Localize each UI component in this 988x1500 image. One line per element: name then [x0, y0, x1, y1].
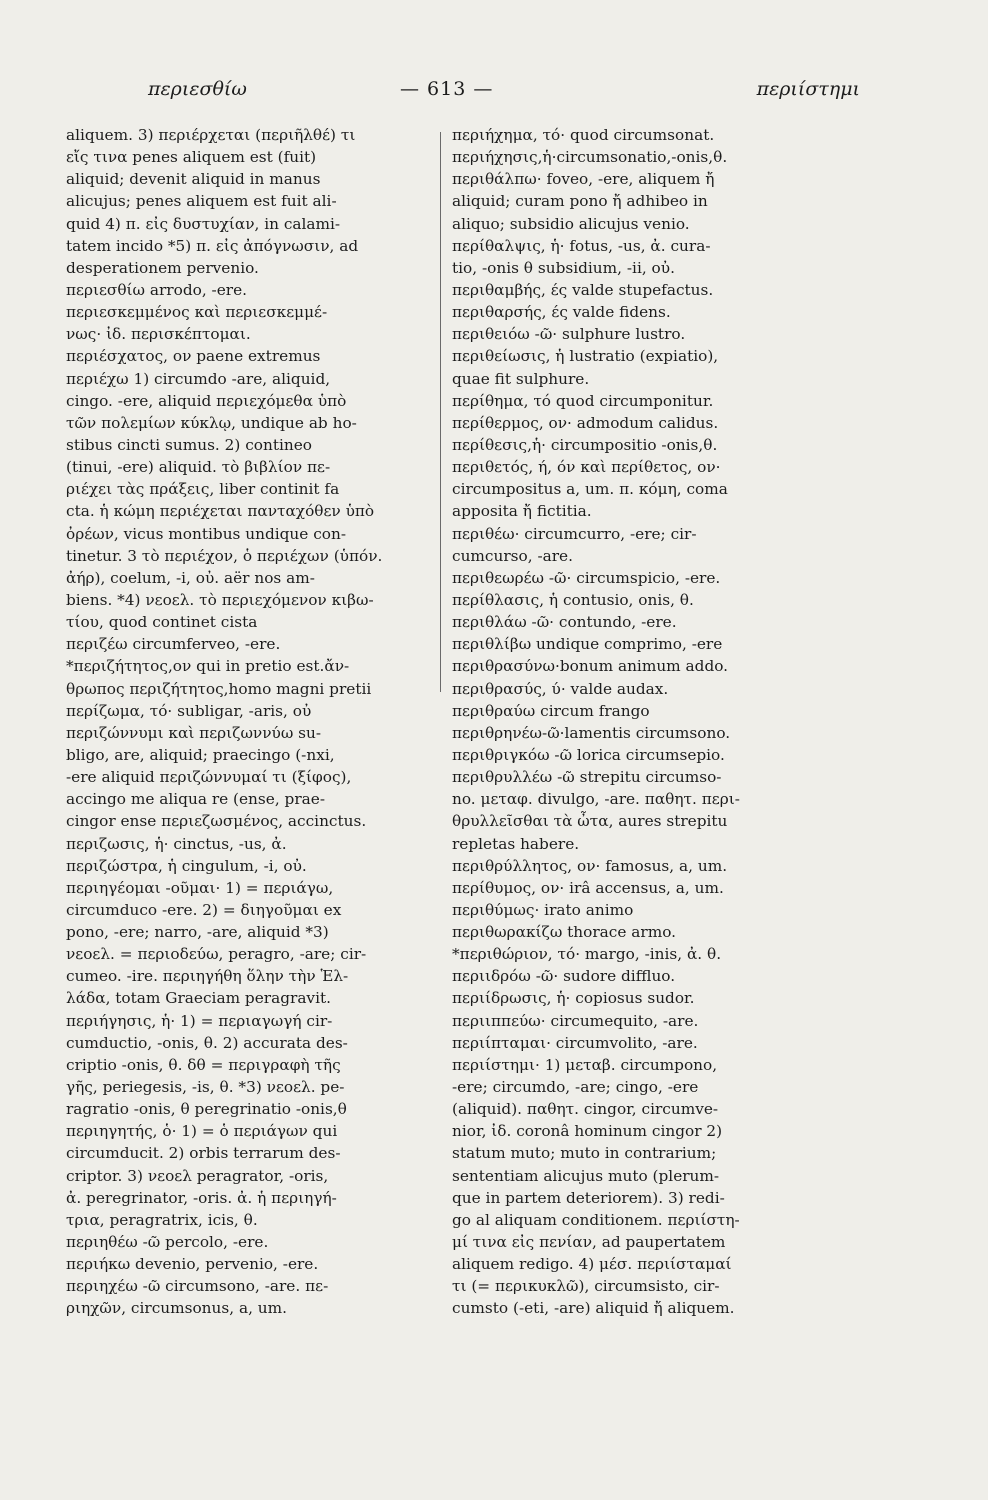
- text-line: quae fit sulphure.: [452, 369, 590, 388]
- text-line: τίου, quod continet cista: [66, 613, 258, 632]
- text-line: cta. ἡ κώμη περιέχεται πανταχόθεν ὑπὸ: [66, 502, 375, 521]
- text-line: λάδα, totam Graeciam peragravit.: [66, 989, 331, 1008]
- text-line: νεοελ. = περιοδεύω, peragro, -are; cir-: [66, 945, 367, 964]
- text-line: ἀ. peregrinator, -oris. ἀ. ἡ περιηγή-: [66, 1188, 337, 1207]
- text-line: ἀήρ), coelum, -i, οὐ. aër nos am-: [66, 568, 315, 587]
- text-line: criptio -onis, θ. δθ = περιγραφὴ τῆς: [66, 1055, 341, 1074]
- text-line: go al aliquam conditionem. περιίστη-: [452, 1210, 740, 1229]
- text-line: περιθαμβής, ές valde stupefactus.: [452, 280, 714, 299]
- text-line: nior, ἰδ. coronâ hominum cingor 2): [452, 1122, 723, 1141]
- text-line: aliquem. 3) περιέρχεται (περιῆλθέ) τι: [66, 126, 356, 144]
- text-line: περιιππεύω· circumequito, -are.: [452, 1011, 699, 1030]
- text-line: περιθραύω circum frango: [452, 701, 650, 720]
- text-line: θρωπος περιζήτητος,homo magni pretii: [66, 679, 372, 698]
- text-line: περιθύμως· irato animo: [452, 900, 634, 919]
- text-line: περιθαρσής, ές valde fidens.: [452, 303, 671, 322]
- text-line: τρια, peragratrix, icis, θ.: [66, 1210, 258, 1229]
- text-line: stibus cincti sumus. 2) contineo: [66, 435, 313, 454]
- text-line: τι (= περικυκλῶ), circumsisto, cir-: [452, 1277, 720, 1296]
- text-line: quid 4) π. εἰς δυστυχίαν, in calami-: [66, 214, 341, 233]
- text-line: -ere; circumdo, -are; cingo, -ere: [452, 1078, 699, 1097]
- text-line: tatem incido *5) π. εἰς ἀπόγνωσιν, ad: [66, 236, 359, 255]
- text-line: περιζέω circumferveo, -ere.: [66, 635, 281, 654]
- text-line: ριηχῶν, circumsonus, a, um.: [66, 1299, 288, 1318]
- text-line: cingor ense περιεζωσμένος, accinctus.: [66, 812, 367, 831]
- text-line: περιίδρωσις, ἡ· copiosus sudor.: [452, 989, 695, 1008]
- text-line: περιίστημι· 1) μεταβ. circumpono,: [452, 1055, 718, 1074]
- text-line: περίθεσις,ἡ· circumpositio -onis,θ.: [452, 435, 718, 454]
- text-line: περιέχω 1) circumdo -are, aliquid,: [66, 369, 331, 388]
- text-line: περιήκω devenio, pervenio, -ere.: [66, 1255, 319, 1274]
- text-line: circumducit. 2) orbis terrarum des-: [66, 1144, 341, 1163]
- text-line: περιέσχατος, ον paene extremus: [66, 347, 321, 366]
- text-line: sententiam alicujus muto (plerum-: [452, 1166, 720, 1185]
- text-line: τῶν πολεμίων κύκλῳ, undique ab ho-: [66, 413, 357, 432]
- text-line: cumcurso, -are.: [452, 546, 573, 565]
- right-column: [452, 124, 814, 1320]
- text-line: εἴς τινα penes aliquem est (fuit): [66, 148, 317, 167]
- text-line: μί τινα εἰς πενίαν, ad paupertatem: [452, 1233, 726, 1252]
- text-line: aliquo; subsidio alicujus venio.: [452, 214, 690, 233]
- text-line: περιηγητής, ὁ· 1) = ὁ περιάγων qui: [66, 1122, 338, 1141]
- text-line: biens. *4) νεοελ. τὸ περιεχόμενον κιβω-: [66, 590, 374, 609]
- text-line: περιηθέω -ῶ percolo, -ere.: [66, 1233, 269, 1252]
- text-line: περίθερμος, ον· admodum calidus.: [452, 413, 719, 432]
- text-line: *περιθώριον, τό· margo, -inis, ἀ. θ.: [452, 945, 722, 964]
- text-line: περιθρύλλητος, ον· famosus, a, um.: [452, 856, 728, 875]
- text-line: aliquid; devenit aliquid in manus: [66, 170, 321, 189]
- text-line: περιηχέω -ῶ circumsono, -are. πε-: [66, 1277, 329, 1296]
- text-line: pono, -ere; narro, -are, aliquid *3): [66, 923, 329, 942]
- page-number: — 613 —: [400, 78, 494, 100]
- text-line: περιήχησις,ἡ·circumsonatio,-onis,θ.: [452, 148, 728, 167]
- text-line: περιθέω· circumcurro, -ere; cir-: [452, 524, 697, 543]
- column-divider: [440, 132, 441, 692]
- text-line: νως· ἰδ. περισκέπτομαι.: [66, 325, 251, 344]
- text-line: περιηγέομαι -οῦμαι· 1) = περιάγω,: [66, 878, 334, 897]
- page-header: [120, 78, 860, 108]
- text-line: ὀρέων, vicus montibus undique con-: [66, 524, 346, 543]
- text-line: περίθαλψις, ἡ· fotus, -us, ἀ. cura-: [452, 236, 711, 255]
- text-line: περίθυμος, ον· irâ accensus, a, um.: [452, 878, 724, 897]
- text-line: criptor. 3) νεοελ peragrator, -oris,: [66, 1166, 329, 1185]
- text-line: que in partem deteriorem). 3) redi-: [452, 1188, 725, 1207]
- header-right-guideword: περιίστημι: [756, 78, 860, 100]
- text-line: περιζώννυμι καὶ περιζωννύω su-: [66, 723, 322, 742]
- text-line: περιθρασύνω·bonum animum addo.: [452, 657, 729, 676]
- text-line: (aliquid). παθητ. cingor, circumve-: [452, 1100, 719, 1119]
- text-line: ragratio -onis, θ peregrinatio -onis,θ: [66, 1100, 347, 1119]
- text-line: περιθριγκόω -ῶ lorica circumsepio.: [452, 745, 725, 764]
- text-line: περιεσκεμμένος καὶ περιεσκεμμέ-: [66, 303, 328, 322]
- text-line: περιθρασύς, ύ· valde audax.: [452, 679, 669, 698]
- text-line: *περιζήτητος,ον qui in pretio est.ἄν-: [66, 657, 350, 676]
- text-line: desperationem pervenio.: [66, 258, 259, 277]
- text-line: θρυλλεῖσθαι τὰ ὦτα, aures strepitu: [452, 812, 728, 831]
- text-line: repletas habere.: [452, 834, 580, 853]
- text-line: circumpositus a, um. π. κόμη, coma: [452, 480, 728, 499]
- text-line: apposita ἤ fictitia.: [452, 502, 592, 521]
- text-line: περιθρυλλέω -ῶ strepitu circumso-: [452, 768, 722, 787]
- text-line: aliquid; curam pono ἤ adhibeo in: [452, 192, 708, 211]
- text-line: cingo. -ere, aliquid περιεχόμεθα ὑπὸ: [66, 391, 347, 410]
- text-line: statum muto; muto in contrarium;: [452, 1144, 717, 1163]
- text-line: περιθλίβω undique comprimo, -ere: [452, 635, 723, 654]
- text-line: περιίπταμαι· circumvolito, -are.: [452, 1033, 698, 1052]
- text-line: περιήχημα, τό· quod circumsonat.: [452, 126, 715, 144]
- text-line: περιιδρόω -ῶ· sudore diffluo.: [452, 967, 676, 986]
- text-line: γῆς, periegesis, -is, θ. *3) νεοελ. pe-: [66, 1078, 345, 1097]
- text-line: bligo, are, aliquid; praecingo (-nxi,: [66, 745, 335, 764]
- text-line: accingo me aliqua re (ense, prae-: [66, 790, 325, 809]
- text-line: cumeo. -ire. περιηγήθη ὅλην τὴν Ἑλ-: [66, 967, 349, 986]
- text-line: περιζωσις, ἡ· cinctus, -us, ἀ.: [66, 834, 287, 853]
- text-line: (tinui, -ere) aliquid. τὸ βιβλίον πε-: [66, 458, 331, 477]
- text-line: cumductio, -onis, θ. 2) accurata des-: [66, 1033, 348, 1052]
- text-line: circumduco -ere. 2) = διηγοῦμαι ex: [66, 900, 342, 919]
- text-line: tinetur. 3 τὸ περιέχον, ὁ περιέχων (ὑπόν.: [66, 546, 383, 565]
- text-line: -ere aliquid περιζώννυμαί τι (ξίφος),: [66, 768, 352, 787]
- header-left-guideword: περιεσθίω: [148, 78, 247, 100]
- text-line: περιήγησις, ἡ· 1) = περιαγωγή cir-: [66, 1011, 333, 1030]
- text-line: περιεσθίω arrodo, -ere.: [66, 280, 248, 299]
- text-line: περιθείωσις, ἡ lustratio (expiatio),: [452, 347, 719, 366]
- text-line: περίθημα, τό quod circumponitur.: [452, 391, 714, 410]
- left-column: [66, 124, 428, 1320]
- text-line: alicujus; penes aliquem est fuit ali-: [66, 192, 337, 211]
- text-line: περίζωμα, τό· subligar, -aris, οὐ: [66, 701, 312, 720]
- text-line: no. μεταφ. divulgo, -are. παθητ. περι-: [452, 790, 740, 809]
- text-line: aliquem redigo. 4) μέσ. περιίσταμαί: [452, 1255, 732, 1274]
- text-line: περιθρηνέω-ῶ·lamentis circumsono.: [452, 723, 731, 742]
- text-line: περιθετός, ή, όν καὶ περίθετος, ον·: [452, 458, 721, 477]
- text-line: περιθειόω -ῶ· sulphure lustro.: [452, 325, 686, 344]
- text-line: περιθλάω -ῶ· contundo, -ere.: [452, 613, 677, 632]
- text-line: cumsto (-eti, -are) aliquid ἤ aliquem.: [452, 1299, 735, 1318]
- text-line: περιθεωρέω -ῶ· circumspicio, -ere.: [452, 568, 721, 587]
- text-line: ριέχει τὰς πράξεις, liber continit fa: [66, 480, 340, 499]
- text-line: περιζώστρα, ἡ cingulum, -i, οὐ.: [66, 856, 307, 875]
- text-line: περίθλασις, ἡ contusio, onis, θ.: [452, 590, 694, 609]
- text-line: περιθωρακίζω thorace armo.: [452, 923, 677, 942]
- text-line: tio, -onis θ subsidium, -ii, οὐ.: [452, 258, 675, 277]
- text-line: περιθάλπω· foveo, -ere, aliquem ἤ: [452, 170, 715, 189]
